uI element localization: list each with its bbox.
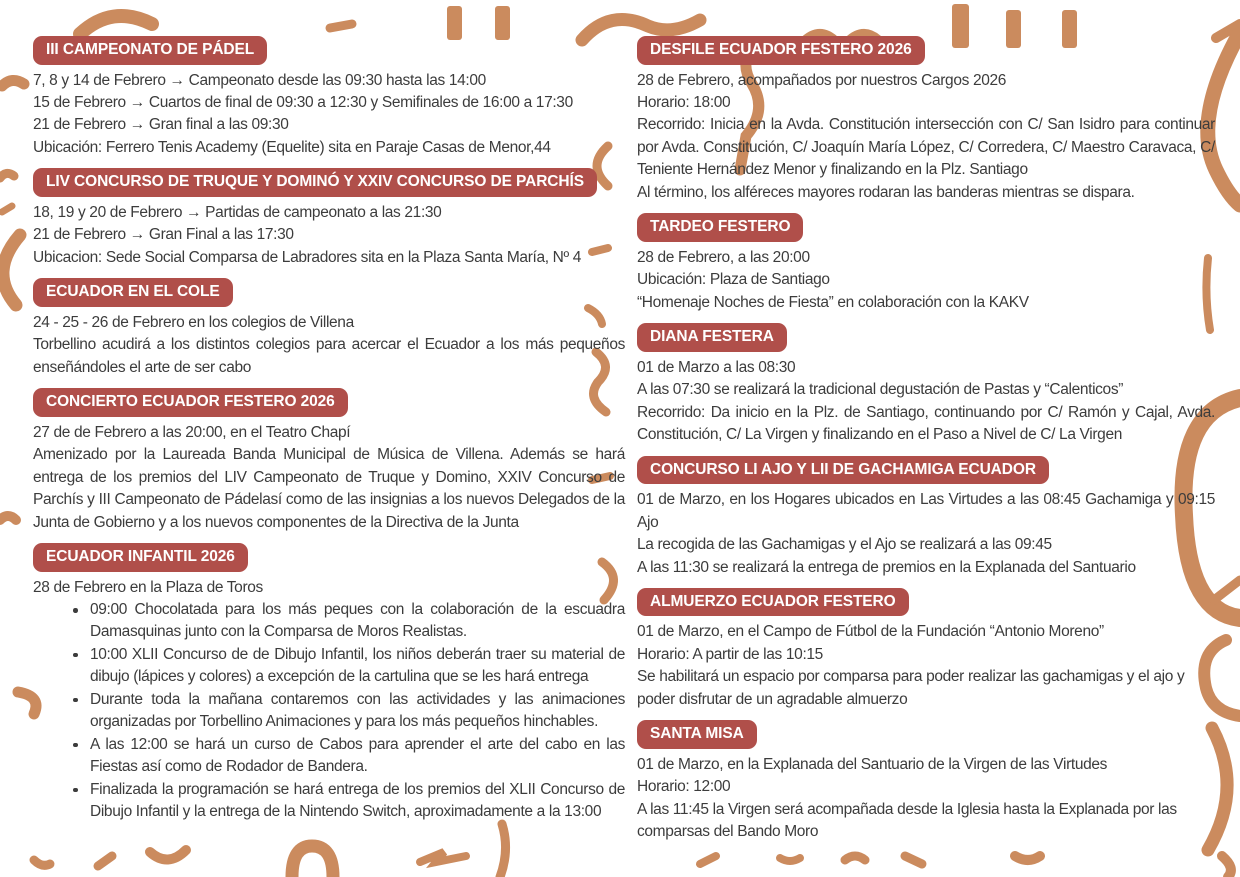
text-line: “Homenaje Noches de Fiesta” en colaboración con la KAKV: [637, 293, 1029, 311]
text-line: Ubicación: Ferrero Tenis Academy (Equelite) sita en Paraje Casas de Menor,44: [33, 138, 551, 156]
event-section: [637, 36, 1215, 204]
text-line: Se habilitará un espacio por comparsa para poder realizar las gachamigas y el ajo y poder disfrutar de un agradable almuerzo: [637, 668, 1185, 708]
event-section: [33, 278, 625, 379]
section-title-badge: CONCURSO LI AJO Y LII DE GACHAMIGA ECUADOR: [637, 456, 1049, 485]
text-line: 27 de de Febrero a las 20:00, en el Teatro Chapí: [33, 423, 351, 441]
text-line: Ubicación: Plaza de Santiago: [637, 271, 830, 289]
text-line: 15 de Febrero → Cuartos de final de 09:30 a 12:30 y Semifinales de 16:00 a 17:30: [33, 93, 573, 111]
text-line: Torbellino acudirá a los distintos colegios para acercar el Ecuador a los más pequeños enseñándoles el arte de ser cabo: [33, 336, 625, 376]
text-line: A las 11:30 se realizará la entrega de premios en la Explanada del Santuario: [637, 558, 1136, 576]
text-line: 01 de Marzo, en el Campo de Fútbol de la Fundación “Antonio Moreno”: [637, 623, 1104, 641]
section-title-badge: ECUADOR INFANTIL 2026: [33, 543, 248, 572]
text-line: Horario: 12:00: [637, 778, 731, 796]
section-title-badge: TARDEO FESTERO: [637, 213, 803, 242]
text-line: Horario: 18:00: [637, 93, 731, 111]
text-line: 7, 8 y 14 de Febrero → Campeonato desde las 09:30 hasta las 14:00: [33, 71, 486, 89]
event-section: [637, 213, 1215, 314]
section-title-badge: CONCIERTO ECUADOR FESTERO 2026: [33, 388, 348, 417]
event-section: [33, 168, 625, 269]
section-title-badge: III CAMPEONATO DE PÁDEL: [33, 36, 267, 65]
section-title-badge: ECUADOR EN EL COLE: [33, 278, 233, 307]
section-title-badge: SANTA MISA: [637, 720, 757, 749]
text-line: Amenizado por la Laureada Banda Municipal de Música de Villena. Además se hará entrega de los premios del LIV Campeonato de Truque y Domino, XXIV Concurso de Parchís y III Campeonato de Pádelasí como de las insignias a los nuevos Delegados de la Junta de Gobierno y a los nuevos componentes de la Directiva de la Junta: [33, 446, 625, 531]
text-line: Al término, los alféreces mayores rodaran las banderas mientras se dispara.: [637, 183, 1135, 201]
event-section: [33, 543, 625, 824]
bullet-item: Durante toda la mañana contaremos con las actividades y las animaciones organizadas por Torbellino Animaciones y para los más pequeños hinchables.: [90, 689, 625, 734]
event-section: [33, 388, 625, 534]
bullet-item: 09:00 Chocolatada para los más peques con la colaboración de la escuadra Damasquinas junto con la Comparsa de Moros Realistas.: [90, 599, 625, 644]
section-title-badge: DIANA FESTERA: [637, 323, 787, 352]
event-section: [637, 323, 1215, 446]
text-line: Horario: A partir de las 10:15: [637, 645, 823, 663]
text-line: La recogida de las Gachamigas y el Ajo se realizará a las 09:45: [637, 536, 1052, 554]
event-section: [637, 456, 1215, 579]
text-line: 28 de Febrero en la Plaza de Toros: [33, 578, 263, 596]
text-line: 28 de Febrero, a las 20:00: [637, 248, 810, 266]
event-section: [637, 720, 1215, 843]
section-title-badge: LIV CONCURSO DE TRUQUE Y DOMINÓ Y XXIV CONCURSO DE PARCHÍS: [33, 168, 597, 197]
event-section: [33, 36, 625, 159]
text-line: 21 de Febrero → Gran Final a las 17:30: [33, 226, 294, 244]
left-column: [33, 36, 625, 833]
text-line: 24 - 25 - 26 de Febrero en los colegios de Villena: [33, 313, 354, 331]
event-section: [637, 588, 1215, 711]
right-column: [637, 36, 1215, 853]
bullet-item: A las 12:00 se hará un curso de Cabos para aprender el arte del cabo en las Fiestas así como de Rodador de Bandera.: [90, 734, 625, 779]
text-line: Recorrido: Inicia en la Avda. Constitución intersección con C/ San Isidro para continuar por Avda. Constitución, C/ Joaquín María López, C/ Corredera, C/ Maestro Caravaca, C/ Teniente Hernández Menor y finalizando en la Plz. Santiago: [637, 116, 1215, 179]
text-line: 01 de Marzo a las 08:30: [637, 358, 796, 376]
text-line: A las 07:30 se realizará la tradicional degustación de Pastas y “Calenticos”: [637, 381, 1124, 399]
text-line: 21 de Febrero → Gran final a las 09:30: [33, 116, 289, 134]
text-line: A las 11:45 la Virgen será acompañada desde la Iglesia hasta la Explanada por las comparsas del Bando Moro: [637, 800, 1177, 841]
section-title-badge: ALMUERZO ECUADOR FESTERO: [637, 588, 909, 617]
text-line: 18, 19 y 20 de Febrero → Partidas de campeonato a las 21:30: [33, 203, 442, 221]
text-line: Ubicacion: Sede Social Comparsa de Labradores sita en la Plaza Santa María, Nº 4: [33, 248, 582, 266]
text-line: 28 de Febrero, acompañados por nuestros Cargos 2026: [637, 71, 1007, 89]
section-title-badge: DESFILE ECUADOR FESTERO 2026: [637, 36, 925, 65]
bullet-item: Finalizada la programación se hará entrega de los premios del XLII Concurso de Dibujo Infantil y la entrega de la Nintendo Switch, aproximadamente a la 13:00: [90, 779, 625, 824]
text-line: 01 de Marzo, en los Hogares ubicados en Las Virtudes a las 08:45 Gachamiga y 09:15 Ajo: [637, 491, 1215, 531]
bullet-list: [33, 599, 625, 824]
text-line: 01 de Marzo, en la Explanada del Santuario de la Virgen de las Virtudes: [637, 755, 1108, 773]
text-line: Recorrido: Da inicio en la Plz. de Santiago, continuando por C/ Ramón y Cajal, Avda. Constitución, C/ La Virgen y finalizando en el Paso a Nivel de C/ La Virgen: [637, 403, 1215, 444]
bullet-item: 10:00 XLII Concurso de de Dibujo Infantil, los niños deberán traer su material de dibujo (lápices y colores) a excepción de la cartulina que se les hará entrega: [90, 644, 625, 689]
